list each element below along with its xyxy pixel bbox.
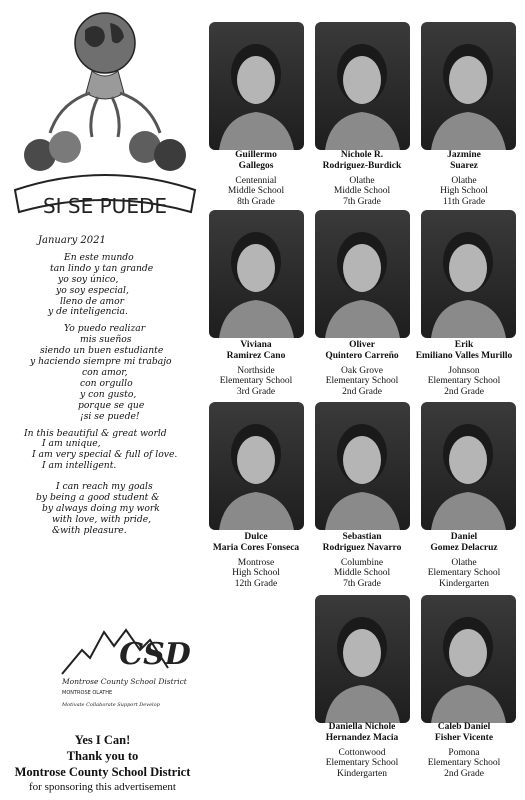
student-grade: 2nd Grade [342,387,382,398]
student-first-name: Nichole R. [340,150,384,160]
student-school-type: Elementary School [325,376,399,387]
student-last-name: Gomez Delacruz [430,542,498,553]
poem-line: con amor, [82,366,128,378]
student-school: Johnson [448,365,480,376]
student-grade: 7th Grade [343,197,381,208]
student-caption [404,722,524,780]
student-last-name: Quintero Carreño [325,350,399,361]
portrait-face [237,244,275,292]
student-first-name: Erik [454,340,474,350]
poem-line: mis sueños [80,334,132,346]
student-caption [404,532,524,590]
portrait-silhouette [209,210,304,338]
student-first-name: Guillermo [235,150,277,160]
student-photo [209,210,304,338]
portrait-silhouette [315,595,410,723]
portrait-face [449,629,487,677]
student-grade: 2nd Grade [444,769,484,780]
portrait-shoulders [219,112,294,150]
portrait-face [343,629,381,677]
student-caption [196,340,316,398]
student-school: Northside [237,365,275,376]
poem-line: I am very special & full of love. [32,449,178,461]
student-grade: 3rd Grade [236,387,276,398]
logo-district-name: Montrose County School District [62,677,187,686]
student-school-type: Elementary School [219,376,293,387]
poem-line: ¡si se puede! [80,410,140,422]
student-photo [421,402,516,530]
poem-line: &with pleasure. [52,524,127,536]
student-school-type: Elementary School [427,568,501,579]
student-grade: 7th Grade [343,579,381,590]
poem-date: January 2021 [38,235,106,246]
portrait-shoulders [431,112,506,150]
student-caption [196,532,316,590]
portrait-silhouette [209,22,304,150]
portrait-face [343,56,381,104]
portrait-silhouette [421,402,516,530]
portrait-shoulders [431,492,506,530]
student-photo [315,22,410,150]
left-column [0,0,205,800]
student-photo [209,402,304,530]
student-last-name: Rodriguez-Burdick [322,160,402,171]
portrait-silhouette [421,210,516,338]
student-first-name: Caleb Daniel [437,722,491,732]
portrait-face [449,244,487,292]
portrait-shoulders [325,685,400,723]
poem-line: siendo un buen estudiante [40,345,164,357]
student-grade: 2nd Grade [444,387,484,398]
portrait-shoulders [325,112,400,150]
student-school-type: Elementary School [427,758,501,769]
portrait-face [449,436,487,484]
student-grade: 11th Grade [442,197,486,208]
student-grade: Kindergarten [337,769,387,780]
poem-line: y haciendo siempre mi trabajo [30,356,172,368]
poem-line: tan lindo y tan grande [50,262,154,274]
thanks-line-2: Thank you to [66,749,139,763]
portrait-shoulders [325,492,400,530]
student-last-name: Ramirez Cano [226,350,286,361]
logo-tagline: Motivate Collaborate Support Develop [62,702,160,708]
portrait-silhouette [421,595,516,723]
student-school: Montrose [237,557,275,568]
portrait-silhouette [315,402,410,530]
portrait-face [237,56,275,104]
poem-line: In this beautiful & great world [24,427,167,439]
district-logo [60,612,210,710]
student-last-name: Gallegos [238,160,274,171]
student-grade: Kindergarten [439,579,489,590]
student-last-name: Rodriguez Navarro [322,542,402,553]
student-last-name: Fisher Vicente [434,732,494,743]
student-school: Olathe [349,175,375,186]
student-first-name: Dulce [244,532,268,542]
student-last-name: Suarez [450,160,478,171]
poem-line: I can reach my goals [56,481,153,493]
student-grade: 12th Grade [234,579,278,590]
student-school: Oak Grove [341,365,383,376]
portrait-shoulders [325,300,400,338]
student-first-name: Jazmine [447,150,481,160]
student-school-type: High School [440,186,488,197]
student-last-name: Maria Cores Fonseca [212,542,300,553]
student-photo [209,22,304,150]
portrait-face [449,56,487,104]
portrait-shoulders [431,300,506,338]
student-grade: 8th Grade [237,197,275,208]
student-caption [196,150,316,208]
student-caption [404,340,524,398]
student-first-name: Daniel [450,532,478,542]
poem-line: En este mundo [64,251,134,263]
poem-line: by always doing my work [42,502,160,514]
student-photo [421,210,516,338]
poem-line: I am intelligent. [42,460,117,472]
portrait-shoulders [431,685,506,723]
student-photo [421,595,516,723]
portrait-shoulders [219,300,294,338]
student-school-type: Elementary School [427,376,501,387]
student-school: Centennial [235,175,277,186]
student-school: Columbine [340,557,384,568]
thanks-line-3: Montrose County School District [14,765,191,779]
poem-line: yo soy especial, [56,284,129,296]
thanks-line-4: for sponsoring this advertisement [29,781,176,793]
portrait-face [343,436,381,484]
student-school-type: Middle School [227,186,285,197]
poem-line: yo soy único, [58,273,119,285]
student-last-name: Hernandez Macia [325,732,399,743]
globe-fountain-illustration [10,5,200,225]
portrait-face [237,436,275,484]
portrait-silhouette [209,402,304,530]
logo-mark: CSD [119,637,191,672]
slogan-text: SI SE PUEDE [42,194,168,218]
poem-line: by being a good student & [36,492,160,504]
poem-line: porque se que [78,399,145,411]
student-school-type: Elementary School [325,758,399,769]
portrait-shoulders [219,492,294,530]
student-first-name: Oliver [349,340,375,350]
student-photo [315,402,410,530]
poem-line: con orgullo [80,377,133,389]
student-school-type: Middle School [333,568,391,579]
portrait-silhouette [315,210,410,338]
student-photo [421,22,516,150]
student-school: Cottonwood [338,747,386,758]
portrait-silhouette [421,22,516,150]
student-school-type: High School [232,568,280,579]
poem-line: y con gusto, [80,388,137,400]
poem-line: I am unique, [42,438,101,450]
sponsor-thanks [0,732,205,795]
student-first-name: Viviana [240,340,272,350]
poem [24,235,200,537]
poem-line: y de inteligencia. [48,306,128,318]
student-first-name: Sebastian [342,532,382,542]
student-school-type: Middle School [333,186,391,197]
poem-line: lleno de amor [60,295,125,307]
student-photo [315,595,410,723]
portrait-face [343,244,381,292]
student-caption [404,150,524,208]
poem-line: with love, with pride, [52,513,152,525]
student-school: Olathe [451,175,477,186]
student-last-name: Emiliano Valles Murillo [415,350,513,361]
student-school: Olathe [451,557,477,568]
student-school: Pomona [448,747,480,758]
student-photo [315,210,410,338]
thanks-line-1: Yes I Can! [74,733,131,747]
student-first-name: Daniella Nichole [328,722,396,732]
portrait-silhouette [315,22,410,150]
logo-towns: MONTROSE OLATHE [62,690,113,696]
poem-line: Yo puedo realizar [64,323,146,335]
